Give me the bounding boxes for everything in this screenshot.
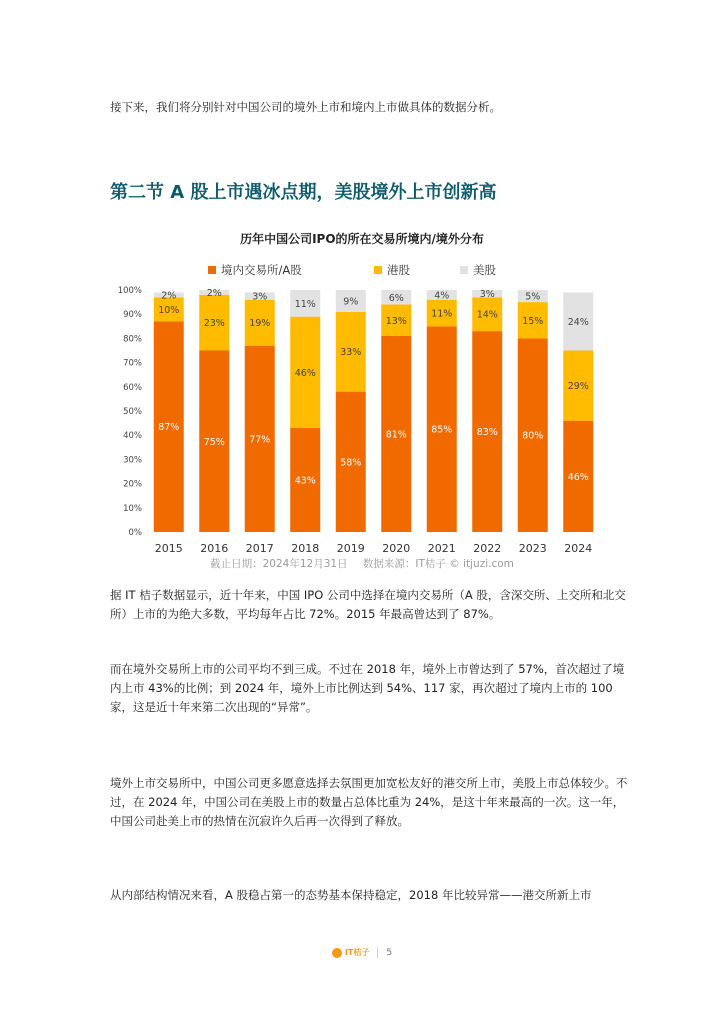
y-tick-label: 70% xyxy=(123,358,142,369)
data-label: 2% xyxy=(161,290,177,302)
x-tick-label: 2022 xyxy=(473,542,502,555)
x-tick-label: 2015 xyxy=(154,542,183,555)
legend-label-domestic: 境内交易所/A股 xyxy=(221,263,302,277)
data-label: 81% xyxy=(385,429,407,441)
legend-item-domestic xyxy=(208,262,302,278)
caption-date: 截止日期：2024年12月31日 xyxy=(210,558,348,570)
x-tick-label: 2021 xyxy=(427,542,456,555)
data-label: 14% xyxy=(476,309,498,321)
legend-swatch-domestic xyxy=(208,266,216,274)
data-label: 5% xyxy=(525,291,541,303)
data-label: 23% xyxy=(203,318,225,330)
data-label: 75% xyxy=(203,436,225,448)
footer-logo xyxy=(332,947,369,958)
data-label: 19% xyxy=(249,318,271,330)
stacked-bar-chart xyxy=(100,280,620,560)
paragraph-2: 而在境外交易所上市的公司平均不到三成。不过在 2018 年，境外上市曾达到了 57%，首次超过了境内上市 43%的比例；到 2024 年，境外上市比例达到 54%、117 家，再次超过了境内上市的 100 家，这是近十年来第二次出现的“异常”。 xyxy=(110,662,625,714)
data-label: 83% xyxy=(476,427,498,439)
x-tick-label: 2018 xyxy=(291,542,320,555)
data-label: 4% xyxy=(434,290,450,302)
x-tick-label: 2020 xyxy=(382,542,411,555)
y-tick-label: 100% xyxy=(117,286,142,296)
y-tick-label: 40% xyxy=(123,431,142,442)
y-tick-label: 20% xyxy=(123,479,142,490)
paragraph-3: 境外上市交易所中，中国公司更多愿意选择去氛围更加宽松友好的港交所上市，美股上市总体较少。不过，在 2024 年，中国公司在美股上市的数量占总体比重为 24%，是这十年来最高的一次。这一年，中国公司赴美上市的热情在沉寂许久后再一次得到了释放。 xyxy=(110,776,628,828)
legend-item-hk xyxy=(374,262,410,278)
data-label: 87% xyxy=(158,422,180,434)
footer-logo-text: IT桔子 xyxy=(344,948,370,957)
footer-divider xyxy=(377,948,378,958)
y-tick-label: 90% xyxy=(123,310,142,321)
x-tick-label: 2023 xyxy=(518,542,547,555)
data-label: 3% xyxy=(479,289,495,301)
data-label: 6% xyxy=(388,292,404,304)
intro-paragraph: 接下来，我们将分别针对中国公司的境外上市和境内上市做具体的数据分析。 xyxy=(110,100,501,114)
data-label: 9% xyxy=(343,296,359,308)
caption-source: 数据来源：IT桔子 © itjuzi.com xyxy=(362,558,514,570)
legend-item-us xyxy=(460,262,496,278)
y-tick-label: 80% xyxy=(123,334,142,345)
y-tick-label: 0% xyxy=(128,528,142,538)
data-label: 29% xyxy=(567,381,589,393)
y-tick-label: 10% xyxy=(123,503,142,514)
data-label: 11% xyxy=(431,308,453,320)
data-label: 85% xyxy=(431,424,453,436)
data-label: 46% xyxy=(567,471,589,483)
data-label: 58% xyxy=(340,457,362,469)
x-tick-label: 2024 xyxy=(564,542,593,555)
data-label: 10% xyxy=(158,304,180,316)
data-label: 80% xyxy=(522,430,544,442)
paragraph-4: 从内部结构情况来看，A 股稳占第一的态势基本保持稳定，2018 年比较异常——港交所新上市 xyxy=(110,888,592,902)
x-tick-label: 2017 xyxy=(245,542,274,555)
x-tick-label: 2019 xyxy=(336,542,365,555)
legend-swatch-us xyxy=(460,266,468,274)
page-number: 5 xyxy=(386,947,393,958)
data-label: 43% xyxy=(294,475,316,487)
data-label: 15% xyxy=(522,315,544,327)
data-label: 33% xyxy=(340,347,362,359)
legend-label-us: 美股 xyxy=(473,263,496,277)
data-label: 3% xyxy=(252,291,268,303)
data-label: 46% xyxy=(294,367,316,379)
chart-title: 历年中国公司IPO的所在交易所境内/境外分布 xyxy=(240,232,484,246)
data-label: 77% xyxy=(249,434,271,446)
legend-label-hk: 港股 xyxy=(387,263,410,277)
y-tick-label: 60% xyxy=(123,382,142,393)
data-label: 24% xyxy=(567,316,589,328)
paragraph-1: 据 IT 桔子数据显示，近十年来，中国 IPO 公司中选择在境内交易所（A 股，含深交所、上交所和北交所）上市的为绝大多数，平均每年占比 72%。2015 年最高曾达到了 87%。 xyxy=(110,588,626,621)
y-tick-label: 50% xyxy=(123,407,142,417)
orange-logo-icon xyxy=(332,948,342,958)
page-footer xyxy=(0,947,724,958)
x-tick-label: 2016 xyxy=(200,542,229,555)
legend-swatch-hk xyxy=(374,266,382,274)
data-label: 2% xyxy=(206,287,222,299)
y-tick-label: 30% xyxy=(123,455,142,466)
section-title: 第二节 A 股上市遇冰点期，美股境外上市创新高 xyxy=(110,182,497,203)
data-label: 13% xyxy=(385,315,407,327)
chart-caption xyxy=(0,556,724,571)
data-label: 11% xyxy=(294,298,316,310)
